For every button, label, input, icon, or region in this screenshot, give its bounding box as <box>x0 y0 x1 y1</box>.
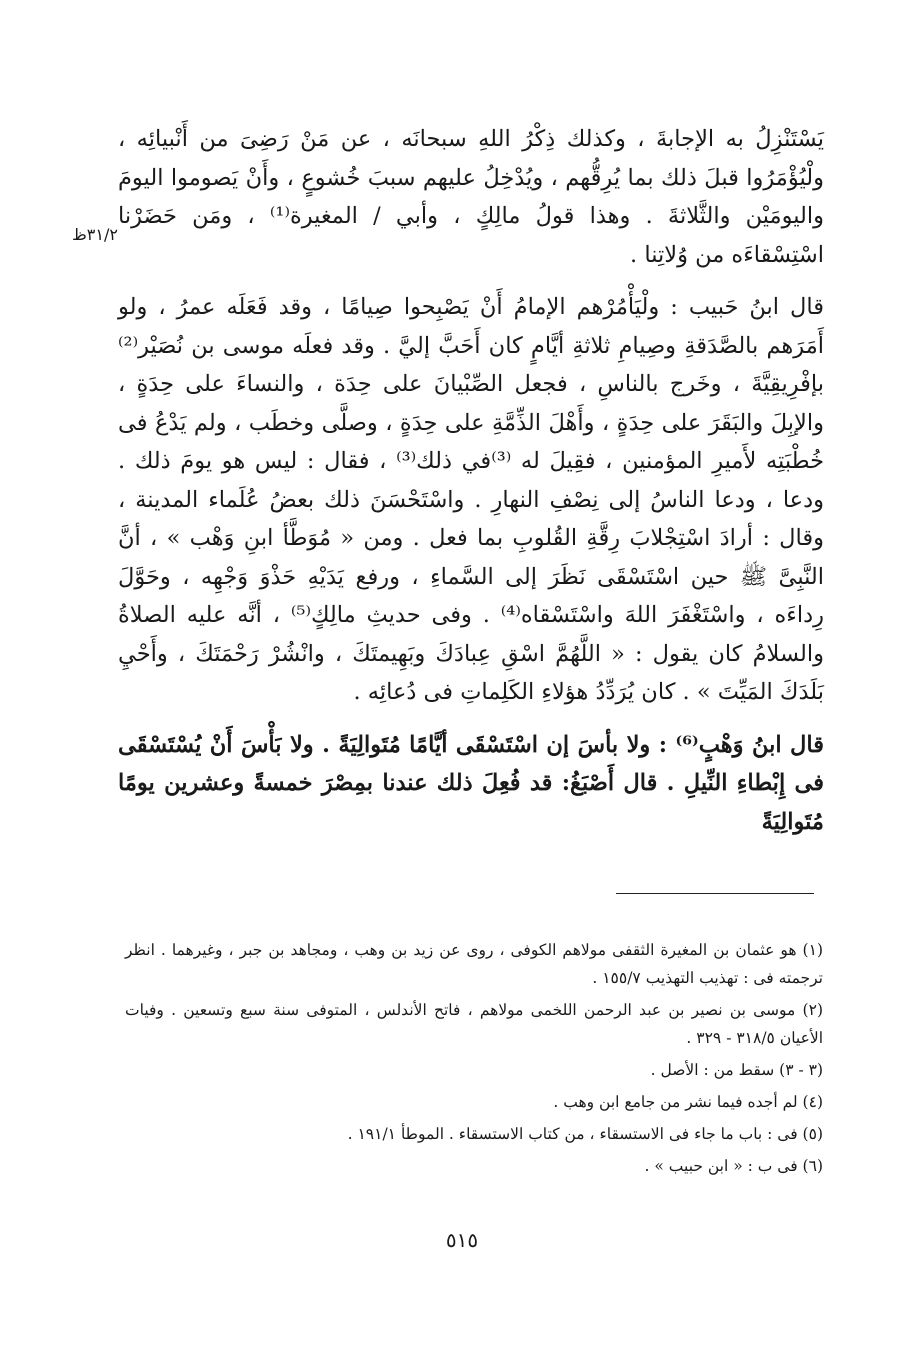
footnotes-section <box>125 936 823 1184</box>
main-text-body <box>118 120 824 841</box>
footnote-1: (١) هو عثمان بن المغيرة الثقفى مولاهم الكوفى ، روى عن زيد بن وهب ، ومجاهد بن جبر ، وغيرهما . انظر ترجمته فى : تهذيب التهذيب ١٥٥/٧ . <box>125 941 823 987</box>
footnote-5: (٥) فى : باب ما جاء فى الاستسقاء ، من كتاب الاستسقاء . الموطأ ١٩١/١ . <box>347 1125 823 1143</box>
paragraph-2: قال ابنُ حَبيب : ولْيَأْمُرْهم الإمامُ أَنْ يَصْبِحوا صِيامًا ، وقد فَعَلَه عمرُ ، ولو أَمَرَهم بالصَّدَقةِ وصِيامِ ثلاثةِ أيَّامٍ كان أَحَبَّ إليَّ . وقد فعلَه موسى بن نُصَيْر⁽²⁾ بإفْرِيقِيَّةَ ، وخَرج بالناسِ ، فجعل الصِّبْيانَ على حِدَة ، والنساءَ على حِدَةٍ ، والإبِلَ والبَقَرَ على حِدَةٍ ، وأَهْلَ الذِّمَّةِ على حِدَةٍ ، وصلَّى وخطَب ، ولم يَدْعُ فى خُطْبَتِه لأَميرِ المؤمنين ، فقِيلَ له ⁽³⁾في ذلك⁽³⁾ ، فقال : ليس هو يومَ ذلك . ودعا ، ودعا الناسُ إلى نِصْفِ النهارِ . واسْتَحْسَنَ ذلك بعضُ عُلَماء المدينة ، وقال : أرادَ اسْتِجْلابَ رِقَّةِ القُلوبِ بما فعل . ومن « مُوَطَّأ ابنِ وَهْب » ، أنَّ النَّبِىَّ ﷺ حين اسْتَسْقَى نَظَرَ إلى السَّماءِ ، ورفع يَدَيْهِ حَذْوَ وَجْهِه ، وحَوَّلَ رِداءَه ، واسْتَغْفَرَ اللهَ واسْتَسْقاه⁽⁴⁾ . وفى حديثِ مالِكٍ⁽⁵⁾ ، أنَّه عليه الصلاةُ والسلامُ كان يقول : « اللَّهُمَّ اسْقِ عِبادَكَ وبَهِيمتَكَ ، وانْشُرْ رَحْمَتَكَ ، وأَحْيِ بَلَدَكَ المَيِّتَ » . كان يُرَدِّدُ هؤلاءِ الكَلِماتِ فى دُعائِه . <box>118 294 824 705</box>
footnote-6: (٦) فى ب : « ابن حبيب » . <box>644 1157 823 1175</box>
paragraph-1: يَسْتَنْزِلُ به الإجابةَ ، وكذلك ذِكْرُ اللهِ سبحانَه ، عن مَنْ رَضِىَ من أَنْبيائِه ، ولْيُؤْمَرُوا قبلَ ذلك بما يُرِقُّهم ، ويُدْخِلُ عليهم سببَ خُشوعٍ ، وأَنْ يَصوموا اليومَ واليومَيْن والثَّلاثةَ . وهذا قولُ مالِكٍ ، وأبي / المغيرة⁽¹⁾ ، ومَن حَضَرْنا اسْتِسْقاءَه من وُلاتِنا . <box>118 126 824 268</box>
footnote-2: (٢) موسى بن نصير بن عبد الرحمن اللخمى مولاهم ، فاتح الأندلس ، المتوفى سنة سبع وتسعين . وفيات الأعيان ٣١٨/٥ - ٣٢٩ . <box>125 1001 823 1047</box>
footnote-3: (٣ - ٣) سقط من : الأصل . <box>650 1061 823 1079</box>
page-number: ٥١٥ <box>445 1228 479 1252</box>
manuscript-folio-marker: ٣١/٢ظ <box>72 225 118 244</box>
footnote-4: (٤) لم أجده فيما نشر من جامع ابن وهب . <box>553 1093 823 1111</box>
paragraph-3: قال ابنُ وَهْبٍ⁽⁶⁾ : ولا بأسَ إن اسْتَسْقَى أيَّامًا مُتَوالِيَةً . ولا بَأْسَ أَنْ يُسْتَسْقَى فى إِبْطاءِ النِّيلِ . قال أَصْبَغُ: قد فُعِلَ ذلك عندنا بمِصْرَ خمسةً وعشرين يومًا مُتَوالِيَةً <box>118 731 824 835</box>
footnote-separator <box>616 893 814 894</box>
